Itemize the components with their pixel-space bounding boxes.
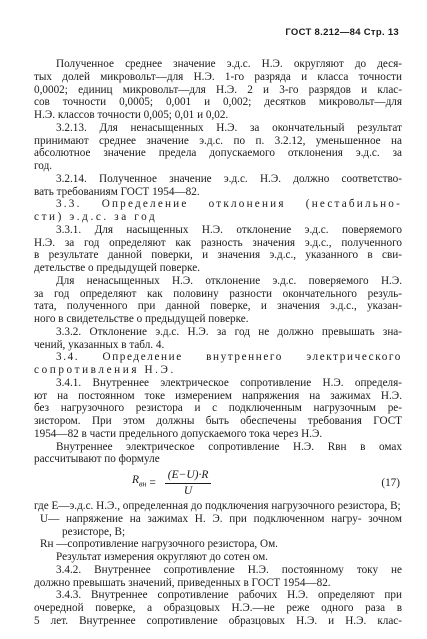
text-line: год. [34,160,53,172]
text-line: тата, полученного при данной поверке, и значения э.д.с., указан- [34,300,402,313]
text-line: ют на постоянном токе измерением напряжения на зажимах Н.Э. [34,389,402,402]
section-heading: 3.4. Определение внутреннего электрического [56,351,402,364]
text-line: очередной поверке, а образцовых Н.Э.—не реже одного раза в [34,602,402,614]
text-line: детельстве о предыдущей поверке. [34,262,200,274]
formula-lhs: $R_{вн}$ [132,474,147,489]
text-line: абсолютное значение предела допускаемого отклонения э.д.с. за [34,147,402,160]
text-line: 3.3.1. Для насыщенных Н.Э. отклонение э.д.с. поверяемого [56,223,402,236]
text-line: принимают среднее значение э.д.с. по п. 3.2.12, уменьшенное на [34,134,402,147]
document-body [34,58,402,628]
text-line: 5 лет. Внутреннее сопротивление образцовых Н.Э. и Н.Э. клас- [34,614,402,627]
text-line: Результат измерения округляют до сотен ом. [56,551,268,563]
section-heading: сопротивления Н.Э. [34,364,176,376]
text-line: за год определяют как половину разности окончательного резуль- [34,287,402,300]
section-heading: 3.3. Определение отклонения (нестабильно- [56,198,402,211]
formula-numerator: (E−U)·R [165,469,212,484]
text-line: 3.2.14. Полученное значение э.д.с. Н.Э. должно соответство- [56,172,402,185]
section-heading: сти) э.д.с. за год [34,211,158,223]
formula-17 [34,468,402,498]
text-line: в результате данной поверки, и значения э.д.с., указанного в сви- [34,249,402,262]
text-line: без нагрузочного резистора и с подключенным нагрузочным ре- [34,402,402,415]
text-line: Н.Э. за год определяют как разность значения э.д.с., полученного [34,236,402,249]
where-item: U— напряжение на зажимах Н. Э. при подключенном нагру- зочном резисторе, В; [40,512,402,538]
text-line: 3.2.13. Для ненасыщенных Н.Э. за окончательный результат [56,121,402,134]
text-line: 3.4.1. Внутреннее электрическое сопротивление Н.Э. определя- [56,376,402,389]
text-line: чений, указанных в табл. 4. [34,338,165,351]
text-line: зистором. При этом должны быть обеспечены требования ГОСТ [34,415,402,427]
text-line: Для ненасыщенных Н.Э. отклонение э.д.с. поверяемого Н.Э. [56,274,402,287]
text-line: Внутреннее электрическое сопротивление Н.Э. Rвн в омах [56,440,402,453]
text-line: 3.3.2. Отклонение э.д.с. Н.Э. за год не должно превышать зна- [56,325,402,338]
text-line: 3.4.3. Внутреннее сопротивление рабочих Н.Э. определяют при [56,589,402,602]
formula-number: (17) [381,476,400,489]
page-header: ГОСТ 8.212—84 Стр. 13 [285,27,399,38]
formula-fraction [165,469,212,498]
text-line: ного в свидетельстве о предыдущей поверке. [34,313,249,325]
text-line: тых долей микровольт—для Н.Э. 1-го разряда и класса точности [34,70,402,83]
where-item: Rн —сопротивление нагрузочного резистора, Ом. [40,538,278,551]
text-line: Н.Э. классов точности 0,005; 0,01 и 0,02. [34,109,229,121]
text-line: 0,0002; единиц микровольт—для Н.Э. 2 и 3-го разрядов и клас- [34,83,402,96]
text-line: должно превышать значений, приведенных в ГОСТ 1954—82. [34,576,331,589]
text-line: 3.4.2. Внутреннее сопротивление Н.Э. постоянному току не [56,563,402,576]
text-line: Полученное среднее значение э.д.с. Н.Э. округляют до деся- [56,58,402,70]
text-line: рассчитывают по формуле [34,453,160,466]
formula-expression [132,469,211,498]
text-line: сов точности 0,0005; 0,001 и 0,002; десятков микровольт—для [34,96,402,109]
text-line: 1954—82 в части предельного допускаемого тока через Н.Э. [34,427,323,440]
formula-equals: = [146,476,159,489]
where-item: где E—э.д.с. Н.Э., определенная до подключения нагрузочного резистора, В; [34,500,401,512]
text-line: вать требованиям ГОСТ 1954—82. [34,185,200,198]
formula-denominator: U [183,484,193,497]
